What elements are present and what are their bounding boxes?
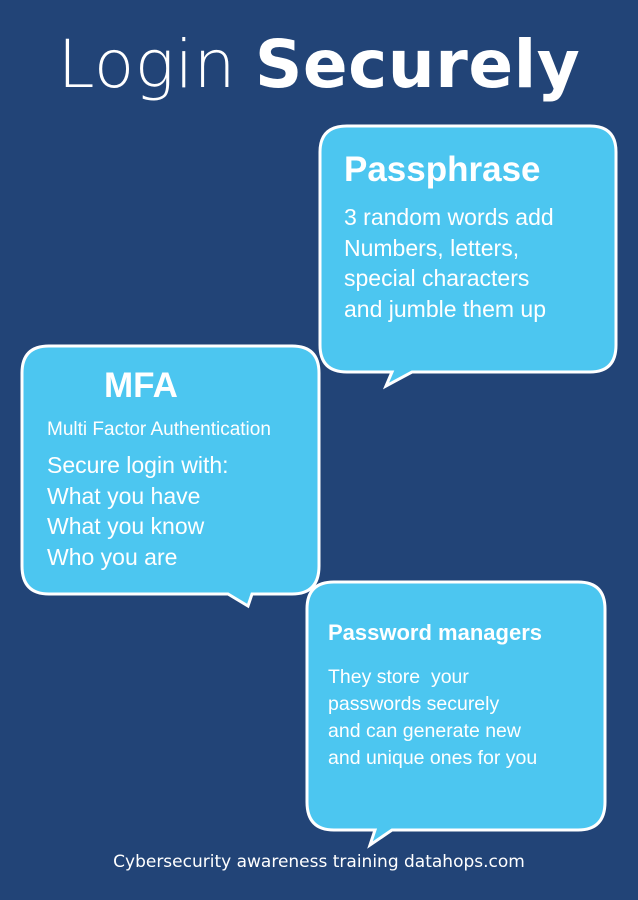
mfa-subheading: Multi Factor Authentication bbox=[47, 419, 271, 440]
password-managers-line: They store your bbox=[328, 666, 469, 688]
password-managers-line: passwords securely bbox=[328, 693, 500, 715]
passphrase-line: Numbers, letters, bbox=[344, 234, 520, 261]
mfa-body bbox=[47, 450, 229, 572]
passphrase-line: special characters bbox=[344, 265, 530, 291]
mfa-line: Who you are bbox=[47, 543, 178, 570]
title-light: Login bbox=[57, 26, 237, 103]
passphrase-body bbox=[344, 202, 554, 324]
password-managers-line: and can generate new bbox=[328, 720, 521, 742]
mfa-line: Secure login with: bbox=[47, 452, 229, 478]
mfa-heading: MFA bbox=[104, 366, 178, 405]
passphrase-heading: Passphrase bbox=[344, 150, 541, 189]
footer-text: Cybersecurity awareness training datahops.com bbox=[113, 852, 525, 872]
title-bold: Securely bbox=[254, 26, 581, 103]
mfa-line: What you have bbox=[47, 482, 201, 509]
passphrase-line: 3 random words add bbox=[344, 204, 554, 230]
password-managers-body bbox=[328, 664, 537, 772]
passphrase-line: and jumble them up bbox=[344, 295, 547, 322]
password-managers-heading: Password managers bbox=[328, 620, 542, 645]
mfa-line: What you know bbox=[47, 513, 205, 539]
password-managers-line: and unique ones for you bbox=[328, 747, 538, 769]
